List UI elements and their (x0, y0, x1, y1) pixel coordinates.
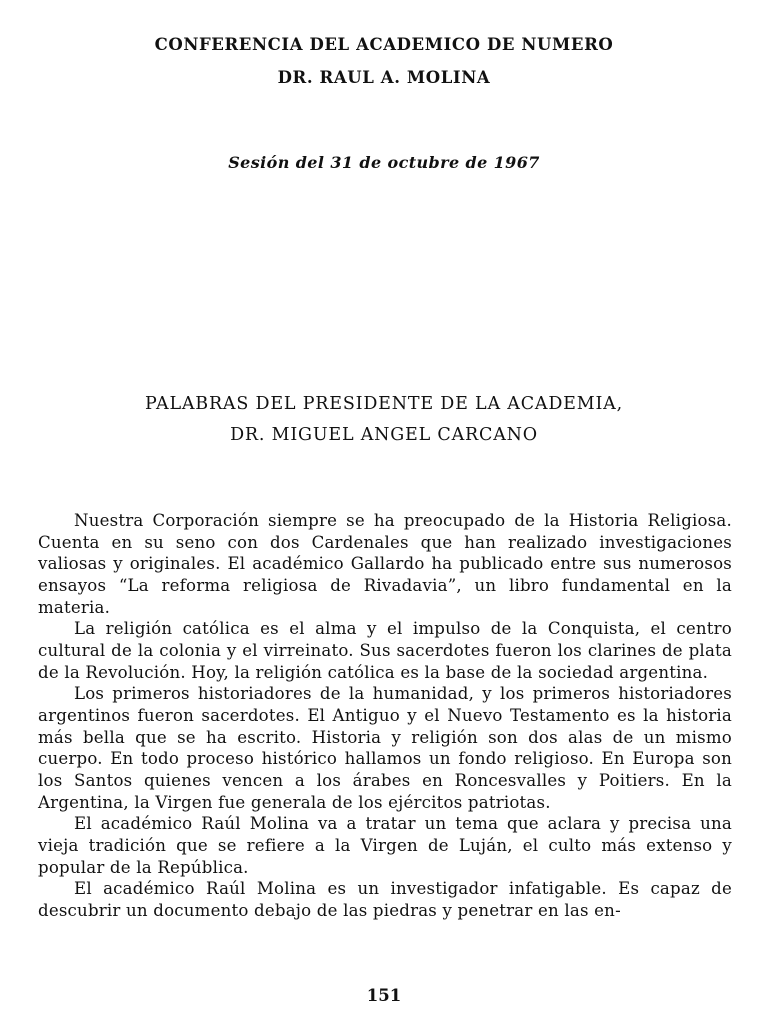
session-date: Sesión del 31 de octubre de 1967 (228, 153, 540, 172)
author-name: DR. RAUL A. MOLINA (277, 68, 491, 87)
paragraph: El académico Raúl Molina va a tratar un tema que aclara y precisa una vieja tradición que se refiere a la Virgen de Luján, el culto más extenso y popular de la República. (38, 814, 732, 877)
paragraph: La religión católica es el alma y el impulso de la Conquista, el centro cultural de la colonia y el virreinato. Sus sacerdotes fueron los clarines de plata de la Revolución. Hoy, la religión católica es la base de la sociedad argentina. (38, 619, 732, 682)
document-title: CONFERENCIA DEL ACADEMICO DE NUMERO (154, 35, 614, 54)
section-author: DR. MIGUEL ANGEL CARCANO (230, 425, 538, 445)
section-title: PALABRAS DEL PRESIDENTE DE LA ACADEMIA, (145, 394, 623, 414)
paragraph: Los primeros historiadores de la humanidad, y los primeros historiadores argentinos fueron sacerdotes. El Antiguo y el Nuevo Testamento es la historia más bella que se ha escrito. Historia y religión son dos alas de un mismo cuerpo. En todo proceso histórico hallamos un fondo religioso. En Europa son los Santos quienes vencen a los árabes en Roncesvalles y Poitiers. En la Argentina, la Virgen fue generala de los ejércitos patriotas. (38, 684, 732, 812)
paragraph: Nuestra Corporación siempre se ha preocupado de la Historia Religiosa. Cuenta en su seno con dos Cardenales que han realizado investigaciones valiosas y originales. El académico Gallardo ha publicado entre sus numerosos ensayos “La reforma religiosa de Rivadavia”, un libro fundamental en la materia. (38, 511, 732, 617)
paragraph: El académico Raúl Molina es un investigador infatigable. Es capaz de descubrir un documento debajo de las piedras y penetrar en las en- (38, 879, 732, 920)
page-number: 151 (366, 986, 402, 1005)
body-text (38, 510, 732, 921)
